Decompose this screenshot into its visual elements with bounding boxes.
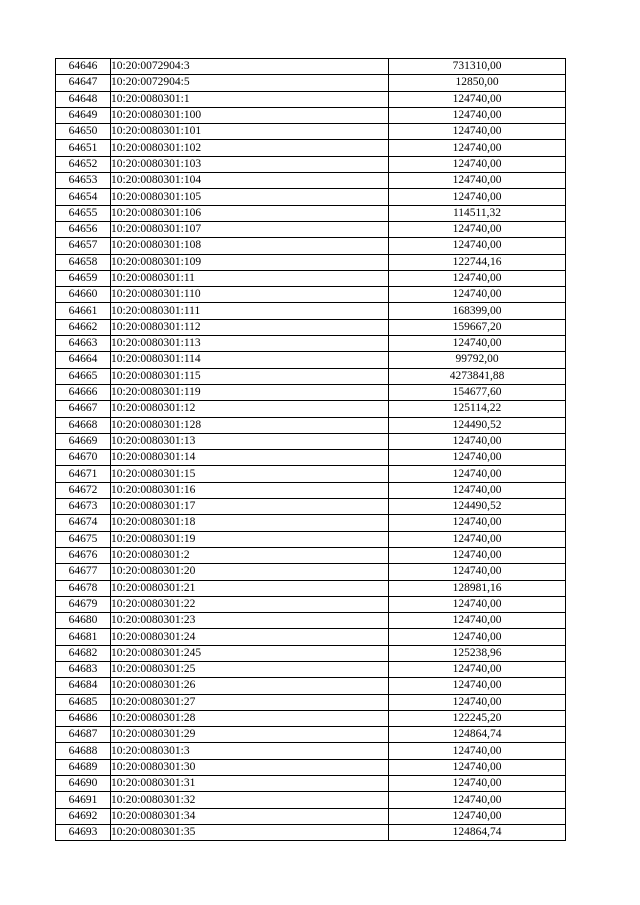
row-number-cell: 64675 [56, 531, 111, 547]
cadastral-value-cell: 124740,00 [389, 564, 566, 580]
cadastral-value-cell: 159667,20 [389, 319, 566, 335]
row-number-cell: 64659 [56, 270, 111, 286]
cadastral-number-cell: 10:20:0080301:22 [111, 596, 389, 612]
cadastral-number-cell: 10:20:0080301:31 [111, 776, 389, 792]
cadastral-number-cell: 10:20:0080301:106 [111, 205, 389, 221]
row-number-cell: 64655 [56, 205, 111, 221]
cadastral-value-cell: 124740,00 [389, 189, 566, 205]
cadastral-number-cell: 10:20:0080301:1 [111, 91, 389, 107]
table-row [56, 303, 566, 319]
table-row [56, 450, 566, 466]
cadastral-value-cell: 122744,16 [389, 254, 566, 270]
table-row [56, 124, 566, 140]
cadastral-number-cell: 10:20:0080301:11 [111, 270, 389, 286]
table-row [56, 547, 566, 563]
cadastral-value-cell: 124864,74 [389, 727, 566, 743]
cadastral-value-cell: 124740,00 [389, 743, 566, 759]
cadastral-number-cell: 10:20:0080301:107 [111, 221, 389, 237]
table-row [56, 710, 566, 726]
cadastral-value-cell: 124740,00 [389, 433, 566, 449]
cadastral-value-cell: 124740,00 [389, 808, 566, 824]
cadastral-number-cell: 10:20:0080301:20 [111, 564, 389, 580]
row-number-cell: 64663 [56, 336, 111, 352]
row-number-cell: 64656 [56, 221, 111, 237]
cadastral-number-cell: 10:20:0080301:110 [111, 287, 389, 303]
cadastral-value-cell: 125238,96 [389, 645, 566, 661]
row-number-cell: 64658 [56, 254, 111, 270]
cadastral-value-cell: 114511,32 [389, 205, 566, 221]
row-number-cell: 64684 [56, 678, 111, 694]
cadastral-value-cell: 124740,00 [389, 140, 566, 156]
cadastral-number-cell: 10:20:0080301:27 [111, 694, 389, 710]
table-row [56, 384, 566, 400]
cadastral-value-cell: 124864,74 [389, 824, 566, 840]
table-row [56, 319, 566, 335]
cadastral-value-cell: 124740,00 [389, 466, 566, 482]
table-row [56, 727, 566, 743]
table-row [56, 140, 566, 156]
table-row [56, 221, 566, 237]
row-number-cell: 64648 [56, 91, 111, 107]
table-row [56, 107, 566, 123]
cadastral-value-cell: 99792,00 [389, 352, 566, 368]
cadastral-value-cell: 124740,00 [389, 531, 566, 547]
table-row [56, 287, 566, 303]
table-row [56, 759, 566, 775]
row-number-cell: 64667 [56, 401, 111, 417]
table-row [56, 629, 566, 645]
table-row [56, 368, 566, 384]
table-row [56, 173, 566, 189]
cadastral-number-cell: 10:20:0080301:23 [111, 613, 389, 629]
cadastral-value-cell: 124740,00 [389, 173, 566, 189]
cadastral-value-cell: 124740,00 [389, 776, 566, 792]
cadastral-value-cell: 124740,00 [389, 124, 566, 140]
cadastral-value-cell: 124740,00 [389, 547, 566, 563]
row-number-cell: 64669 [56, 433, 111, 449]
row-number-cell: 64683 [56, 661, 111, 677]
cadastral-value-cell: 124740,00 [389, 613, 566, 629]
row-number-cell: 64672 [56, 482, 111, 498]
row-number-cell: 64664 [56, 352, 111, 368]
row-number-cell: 64665 [56, 368, 111, 384]
table-row [56, 466, 566, 482]
cadastral-value-cell: 168399,00 [389, 303, 566, 319]
cadastral-number-cell: 10:20:0080301:105 [111, 189, 389, 205]
cadastral-number-cell: 10:20:0080301:12 [111, 401, 389, 417]
cadastral-value-cell: 4273841,88 [389, 368, 566, 384]
row-number-cell: 64679 [56, 596, 111, 612]
cadastral-value-cell: 125114,22 [389, 401, 566, 417]
cadastral-number-cell: 10:20:0080301:35 [111, 824, 389, 840]
row-number-cell: 64681 [56, 629, 111, 645]
cadastral-value-cell: 124740,00 [389, 238, 566, 254]
cadastral-value-cell: 154677,60 [389, 384, 566, 400]
table-row [56, 59, 566, 75]
row-number-cell: 64651 [56, 140, 111, 156]
cadastral-number-cell: 10:20:0080301:102 [111, 140, 389, 156]
table-row [56, 743, 566, 759]
table-row [56, 156, 566, 172]
row-number-cell: 64661 [56, 303, 111, 319]
cadastral-number-cell: 10:20:0080301:25 [111, 661, 389, 677]
table-row [56, 254, 566, 270]
cadastral-value-cell: 124740,00 [389, 515, 566, 531]
cadastral-number-cell: 10:20:0080301:30 [111, 759, 389, 775]
table-row [56, 91, 566, 107]
row-number-cell: 64653 [56, 173, 111, 189]
cadastral-number-cell: 10:20:0080301:101 [111, 124, 389, 140]
table-row [56, 352, 566, 368]
cadastral-number-cell: 10:20:0080301:3 [111, 743, 389, 759]
cadastral-number-cell: 10:20:0072904:5 [111, 75, 389, 91]
cadastral-number-cell: 10:20:0080301:28 [111, 710, 389, 726]
cadastral-value-cell: 124740,00 [389, 287, 566, 303]
table-row [56, 531, 566, 547]
cadastral-number-cell: 10:20:0080301:2 [111, 547, 389, 563]
cadastral-number-cell: 10:20:0080301:104 [111, 173, 389, 189]
cadastral-value-cell: 124740,00 [389, 759, 566, 775]
cadastral-number-cell: 10:20:0080301:113 [111, 336, 389, 352]
table-row [56, 515, 566, 531]
table-row [56, 270, 566, 286]
row-number-cell: 64688 [56, 743, 111, 759]
row-number-cell: 64674 [56, 515, 111, 531]
table-row [56, 596, 566, 612]
table-row [56, 336, 566, 352]
cadastral-number-cell: 10:20:0080301:34 [111, 808, 389, 824]
cadastral-number-cell: 10:20:0080301:112 [111, 319, 389, 335]
table-row [56, 75, 566, 91]
cadastral-number-cell: 10:20:0080301:128 [111, 417, 389, 433]
cadastral-value-cell: 124740,00 [389, 694, 566, 710]
table-row [56, 808, 566, 824]
row-number-cell: 64650 [56, 124, 111, 140]
cadastral-number-cell: 10:20:0080301:115 [111, 368, 389, 384]
cadastral-value-cell: 12850,00 [389, 75, 566, 91]
cadastral-value-cell: 124740,00 [389, 450, 566, 466]
cadastral-value-cell: 124740,00 [389, 270, 566, 286]
cadastral-value-cell: 124740,00 [389, 107, 566, 123]
cadastral-value-cell: 124740,00 [389, 629, 566, 645]
cadastral-value-cell: 124740,00 [389, 156, 566, 172]
cadastral-value-cell: 731310,00 [389, 59, 566, 75]
cadastral-number-cell: 10:20:0072904:3 [111, 59, 389, 75]
cadastral-number-cell: 10:20:0080301:109 [111, 254, 389, 270]
cadastral-number-cell: 10:20:0080301:17 [111, 499, 389, 515]
cadastral-number-cell: 10:20:0080301:100 [111, 107, 389, 123]
row-number-cell: 64693 [56, 824, 111, 840]
row-number-cell: 64668 [56, 417, 111, 433]
cadastral-number-cell: 10:20:0080301:15 [111, 466, 389, 482]
cadastral-value-cell: 128981,16 [389, 580, 566, 596]
cadastral-number-cell: 10:20:0080301:18 [111, 515, 389, 531]
cadastral-number-cell: 10:20:0080301:26 [111, 678, 389, 694]
cadastral-number-cell: 10:20:0080301:245 [111, 645, 389, 661]
row-number-cell: 64670 [56, 450, 111, 466]
cadastral-value-cell: 122245,20 [389, 710, 566, 726]
cadastral-value-cell: 124740,00 [389, 482, 566, 498]
table-row [56, 694, 566, 710]
row-number-cell: 64682 [56, 645, 111, 661]
row-number-cell: 64652 [56, 156, 111, 172]
cadastral-number-cell: 10:20:0080301:29 [111, 727, 389, 743]
cadastral-value-cell: 124490,52 [389, 417, 566, 433]
cadastral-value-cell: 124740,00 [389, 596, 566, 612]
row-number-cell: 64680 [56, 613, 111, 629]
table-row [56, 661, 566, 677]
row-number-cell: 64671 [56, 466, 111, 482]
row-number-cell: 64687 [56, 727, 111, 743]
cadastral-number-cell: 10:20:0080301:13 [111, 433, 389, 449]
table-row [56, 417, 566, 433]
cadastral-number-cell: 10:20:0080301:21 [111, 580, 389, 596]
row-number-cell: 64690 [56, 776, 111, 792]
row-number-cell: 64686 [56, 710, 111, 726]
cadastral-number-cell: 10:20:0080301:14 [111, 450, 389, 466]
cadastral-number-cell: 10:20:0080301:119 [111, 384, 389, 400]
table-row [56, 499, 566, 515]
cadastral-value-table [55, 58, 566, 841]
cadastral-value-cell: 124740,00 [389, 792, 566, 808]
cadastral-value-cell: 124740,00 [389, 661, 566, 677]
cadastral-number-cell: 10:20:0080301:114 [111, 352, 389, 368]
row-number-cell: 64691 [56, 792, 111, 808]
table-row [56, 824, 566, 840]
cadastral-number-cell: 10:20:0080301:111 [111, 303, 389, 319]
row-number-cell: 64666 [56, 384, 111, 400]
row-number-cell: 64662 [56, 319, 111, 335]
table-row [56, 678, 566, 694]
cadastral-number-cell: 10:20:0080301:24 [111, 629, 389, 645]
row-number-cell: 64673 [56, 499, 111, 515]
cadastral-value-cell: 124740,00 [389, 221, 566, 237]
table-row [56, 401, 566, 417]
table-row [56, 776, 566, 792]
table-row [56, 580, 566, 596]
row-number-cell: 64657 [56, 238, 111, 254]
row-number-cell: 64678 [56, 580, 111, 596]
row-number-cell: 64689 [56, 759, 111, 775]
cadastral-value-cell: 124740,00 [389, 678, 566, 694]
cadastral-number-cell: 10:20:0080301:16 [111, 482, 389, 498]
row-number-cell: 64692 [56, 808, 111, 824]
table-row [56, 205, 566, 221]
row-number-cell: 64677 [56, 564, 111, 580]
cadastral-number-cell: 10:20:0080301:19 [111, 531, 389, 547]
table-row [56, 613, 566, 629]
cadastral-value-cell: 124740,00 [389, 336, 566, 352]
row-number-cell: 64654 [56, 189, 111, 205]
table-row [56, 433, 566, 449]
row-number-cell: 64646 [56, 59, 111, 75]
row-number-cell: 64649 [56, 107, 111, 123]
cadastral-number-cell: 10:20:0080301:32 [111, 792, 389, 808]
cadastral-value-cell: 124490,52 [389, 499, 566, 515]
table-row [56, 189, 566, 205]
table-body [56, 59, 566, 841]
cadastral-number-cell: 10:20:0080301:108 [111, 238, 389, 254]
table-row [56, 238, 566, 254]
table-row [56, 645, 566, 661]
row-number-cell: 64676 [56, 547, 111, 563]
table-row [56, 792, 566, 808]
cadastral-value-cell: 124740,00 [389, 91, 566, 107]
row-number-cell: 64647 [56, 75, 111, 91]
table-row [56, 482, 566, 498]
row-number-cell: 64660 [56, 287, 111, 303]
cadastral-number-cell: 10:20:0080301:103 [111, 156, 389, 172]
row-number-cell: 64685 [56, 694, 111, 710]
table-row [56, 564, 566, 580]
